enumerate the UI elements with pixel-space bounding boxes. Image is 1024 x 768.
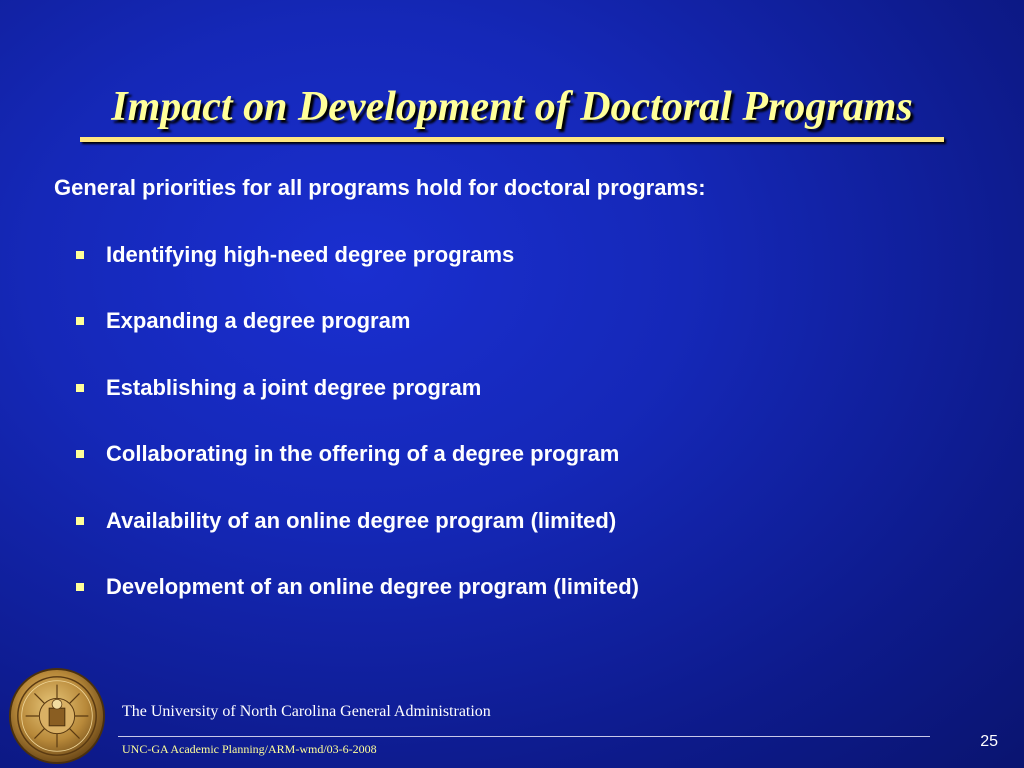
slide-title: Impact on Development of Doctoral Programs [111, 84, 913, 130]
list-item [74, 571, 974, 604]
bullet-text: Identifying high-need degree programs [106, 241, 515, 267]
list-item [74, 238, 974, 271]
square-bullet-icon [76, 450, 84, 458]
square-bullet-icon [76, 517, 84, 525]
footer-organization: The University of North Carolina General Administration [122, 703, 491, 720]
university-seal-icon [8, 667, 106, 765]
square-bullet-icon [76, 583, 84, 591]
list-item [74, 371, 974, 404]
list-item [74, 438, 974, 471]
footer-divider [118, 736, 930, 737]
list-item [74, 305, 974, 338]
bullet-text: Collaborating in the offering of a degree program [106, 441, 620, 466]
square-bullet-icon [76, 317, 84, 325]
bullet-text: Development of an online degree program (limited) [106, 574, 639, 599]
bullet-text: Establishing a joint degree program [106, 374, 482, 400]
page-number: 25 [980, 733, 998, 750]
bullet-list [74, 238, 974, 637]
bullet-text: Expanding a degree program [106, 308, 411, 333]
list-item [74, 504, 974, 537]
bullet-text: Availability of an online degree program (limited) [106, 507, 617, 533]
intro-text: General priorities for all programs hold for doctoral programs: [54, 175, 706, 200]
square-bullet-icon [76, 251, 84, 259]
title-underline [80, 137, 944, 142]
square-bullet-icon [76, 384, 84, 392]
footer-meta: UNC-GA Academic Planning/ARM-wmd/03-6-2008 [122, 742, 377, 756]
